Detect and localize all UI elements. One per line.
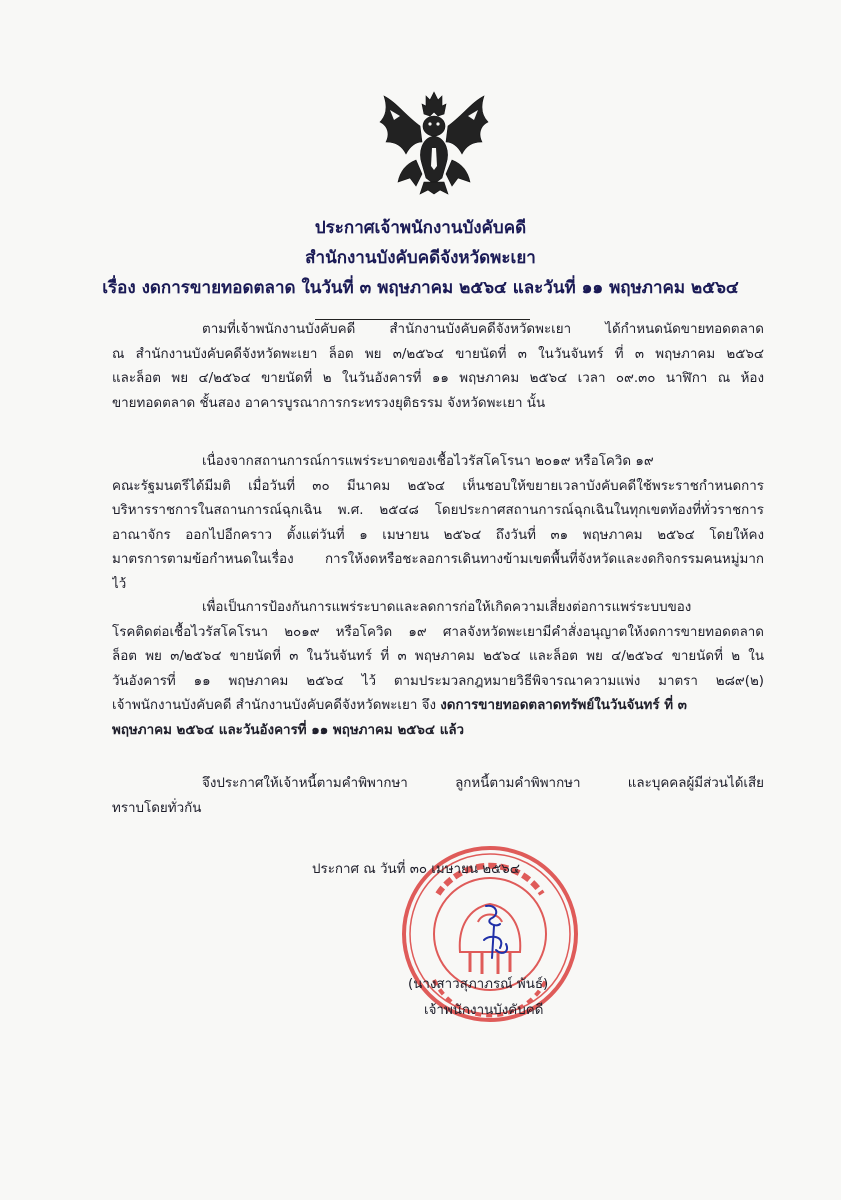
paragraph-line: และล็อต พย ๔/๒๕๖๔ ขายนัดที่ ๒ ในวันอังคารที่ ๑๑ พฤษภาคม ๒๕๖๔ เวลา ๐๙.๓๐ นาฬิกา ณ ห้อง (112, 371, 764, 386)
paragraph-2 (112, 450, 764, 597)
paragraph-line: โรคติดต่อเชื้อไวรัสโคโรนา ๒๐๑๙ หรือโควิด ๑๙ ศาลจังหวัดพะเยามีคำสั่งอนุญาตให้งดการขายทอดตลาด (112, 624, 764, 640)
paragraph-line: จึงประกาศให้เจ้าหนี้ตามคำพิพากษา ลูกหนี้ตามคำพิพากษา และบุคคลผู้มีส่วนได้เสีย (202, 776, 764, 791)
subject-heading: เรื่อง งดการขายทอดตลาด ในวันที่ ๓ พฤษภาคม ๒๕๖๔ และวันที่ ๑๑ พฤษภาคม ๒๕๖๔ (102, 278, 739, 298)
announcement-date: ประกาศ ณ วันที่ ๓๐ เมษายน ๒๕๖๔ (312, 862, 520, 877)
paragraph-line: มาตรการตามข้อกำหนดในเรื่อง การให้งดหรือชะลอการเดินทางข้ามเขตพื้นที่จังหวัดและงดกิจกรรมคนหมู่มาก (112, 552, 764, 567)
paragraph-line: ณ สำนักงานบังคับคดีจังหวัดพะเยา ล็อต พย ๓/๒๕๖๔ ขายนัดที่ ๓ ในวันจันทร์ ที่ ๓ พฤษภาคม ๒๕๖๔ (112, 346, 764, 362)
paragraph-line: ล็อต พย ๓/๒๕๖๔ ขายนัดที่ ๓ ในวันจันทร์ ที่ ๓ พฤษภาคม ๒๕๖๔ และล็อต พย ๔/๒๕๖๔ ขายนัดที่ ๒ ใน (112, 649, 764, 664)
paragraph-line (112, 694, 764, 719)
announcement-heading: ประกาศเจ้าพนักงานบังคับคดี (314, 218, 527, 238)
paragraph-text: เจ้าพนักงานบังคับคดี สำนักงานบังคับคดีจังหวัดพะเยา จึง (112, 698, 441, 713)
paragraph-line: บริหารราชการในสถานการณ์ฉุกเฉิน พ.ศ. ๒๕๔๘ โดยประกาศสถานการณ์ฉุกเฉินในทุกเขตท้องที่ทั่วราชการ (112, 503, 764, 518)
paragraph-line: อาณาจักร ออกไปอีกคราว ตั้งแต่วันที่ ๑ เมษายน ๒๕๖๔ ถึงวันที่ ๓๑ พฤษภาคม ๒๕๖๔ โดยให้คง (112, 527, 764, 543)
paragraph-line: ทราบโดยทั่วกัน (112, 800, 202, 816)
paragraph-3 (112, 596, 764, 743)
paragraph-line: เพื่อเป็นการป้องกันการแพร่ระบาดและลดการก่อให้เกิดความเสี่ยงต่อการแพร่ระบบของ (202, 600, 692, 615)
paragraph-line: วันอังคารที่ ๑๑ พฤษภาคม ๒๕๖๔ ไว้ ตามประมวลกฎหมายวิธีพิจารณาความแพ่ง มาตรา ๒๘๙(๒) (112, 673, 764, 689)
office-heading: สำนักงานบังคับคดีจังหวัดพะเยา (305, 248, 536, 268)
cancellation-notice-bold: งดการขายทอดตลาดทรัพย์ในวันจันทร์ ที่ ๓ (440, 698, 687, 713)
cancellation-notice-bold: พฤษภาคม ๒๕๖๔ และวันอังคารที่ ๑๑ พฤษภาคม ๒๕๖๔ แล้ว (112, 722, 465, 738)
paragraph-line: ตามที่เจ้าพนักงานบังคับคดี สำนักงานบังคับคดีจังหวัดพะเยา ได้กำหนดนัดขายทอดตลาด (202, 322, 764, 337)
handwritten-signature-icon (466, 900, 526, 970)
paragraph-line: เนื่องจากสถานการณ์การแพร่ระบาดของเชื้อไวรัสโคโรนา ๒๐๑๙ หรือโควิด ๑๙ (202, 454, 654, 469)
paragraph-line: ขายทอดตลาด ชั้นสอง อาคารบูรณาการกระทรวงยุติธรรม จังหวัดพะเยา นั้น (112, 395, 546, 411)
paragraph-4 (112, 772, 764, 821)
paragraph-line: ไว้ (112, 576, 127, 592)
paragraph-line: คณะรัฐมนตรีได้มีมติ เมื่อวันที่ ๓๐ มีนาคม ๒๕๖๔ เห็นชอบให้ขยายเวลาบังคับคดีใช้พระราชกำหนดการ (112, 478, 764, 494)
signatory-name: (นางสาวสุภาภรณ์ พันธ์) (408, 977, 549, 992)
paragraph-1 (112, 318, 764, 416)
signatory-position: เจ้าพนักงานบังคับคดี (424, 1003, 544, 1018)
garuda-emblem-icon (376, 86, 492, 196)
